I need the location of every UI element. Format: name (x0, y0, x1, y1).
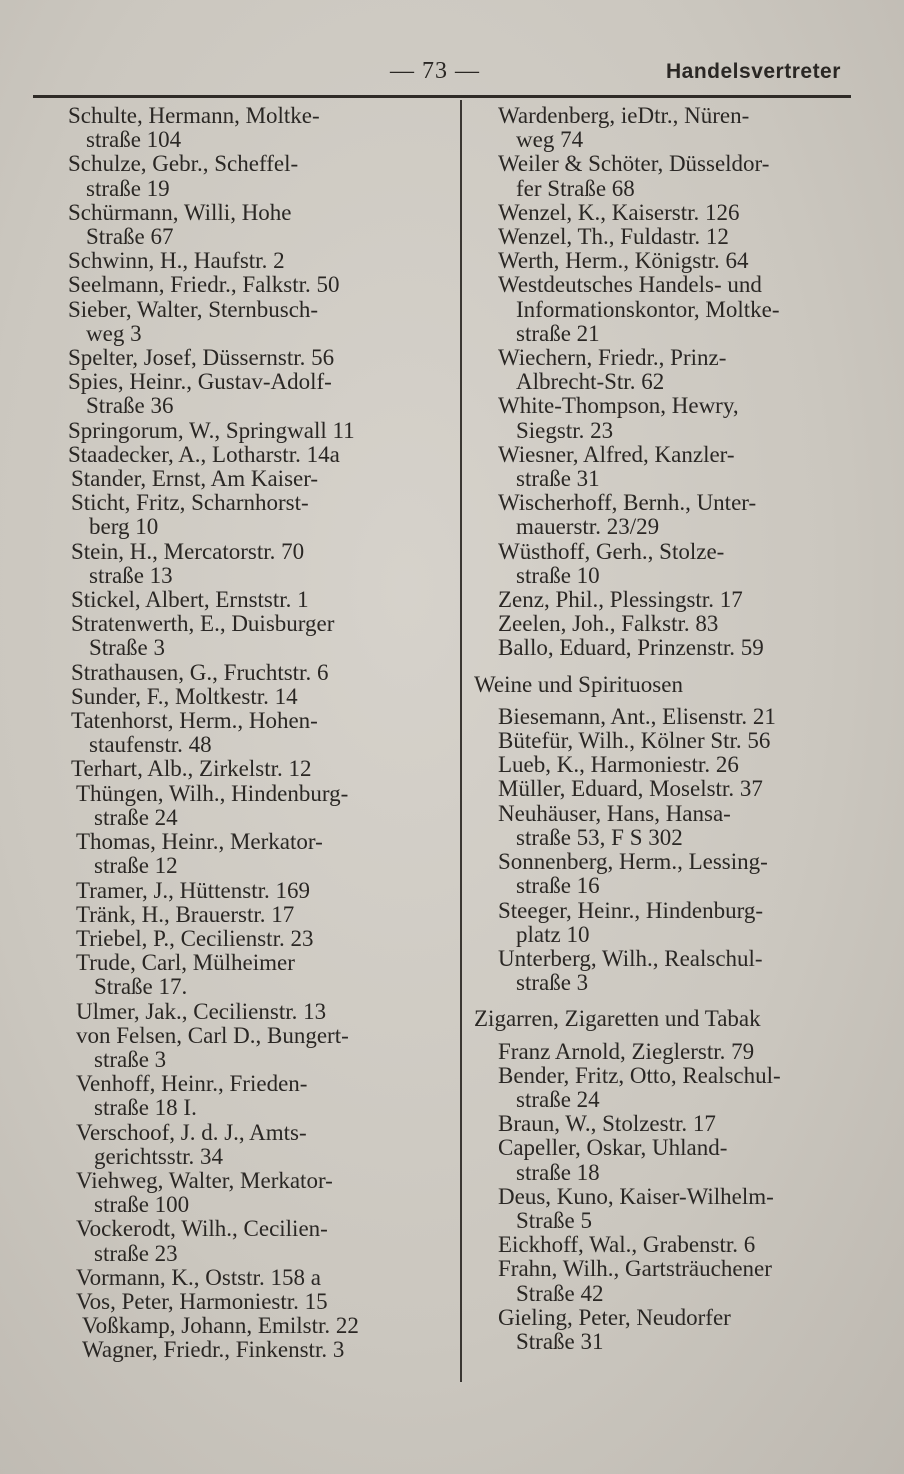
directory-entry (68, 1072, 448, 1120)
directory-entry (68, 879, 448, 903)
entry-name-line: Zenz, Phil., Plessingstr. 17 (498, 587, 743, 613)
entry-name-line: Steeger, Heinr., Hindenburg- (498, 897, 764, 923)
entry-continuation-line: straße 19 (86, 175, 170, 201)
directory-entry (474, 1136, 874, 1184)
entry-continuation-line: straße 104 (86, 127, 182, 153)
entry-name-line: Vormann, K., Oststr. 158 a (76, 1264, 321, 1290)
entry-name-line: Werth, Herm., Königstr. 64 (498, 248, 749, 274)
directory-entry (68, 298, 448, 346)
entry-name-line: Sunder, F., Moltkestr. 14 (71, 683, 298, 709)
entry-name-line: Capeller, Oskar, Uhland- (498, 1135, 728, 1161)
entry-name-line: Wagner, Friedr., Finkenstr. 3 (82, 1337, 345, 1363)
entry-name-line: Venhoff, Heinr., Frieden- (76, 1071, 308, 1097)
entry-name-line: Unterberg, Wilh., Realschul- (498, 945, 763, 971)
entry-name-line: Gieling, Peter, Neudorfer (498, 1304, 731, 1330)
entry-continuation-line: straße 10 (516, 562, 600, 588)
directory-entry (68, 1121, 448, 1169)
entry-continuation-line: Siegstr. 23 (516, 417, 614, 443)
directory-entry (474, 1233, 874, 1257)
entry-continuation-line: straße 18 I. (94, 1095, 197, 1121)
entry-continuation-line: straße 18 (516, 1159, 600, 1185)
entry-name-line: Vockerodt, Wilh., Cecilien- (76, 1216, 328, 1242)
entry-continuation-line: straße 3 (94, 1046, 167, 1072)
directory-entry (68, 152, 448, 200)
directory-entry (474, 1064, 874, 1112)
directory-entry (474, 947, 874, 995)
entry-continuation-line: Straße 36 (86, 393, 174, 419)
entry-continuation-line: straße 13 (89, 562, 173, 588)
entry-continuation-line: berg 10 (89, 514, 159, 540)
directory-entry (68, 1024, 448, 1072)
entry-continuation-line: platz 10 (516, 921, 590, 947)
entry-continuation-line: straße 31 (516, 466, 600, 492)
entry-name-line: Tatenhorst, Herm., Hohen- (71, 708, 318, 734)
directory-entry (68, 588, 448, 612)
entry-name-line: Müller, Eduard, Moselstr. 37 (498, 776, 763, 802)
entry-name-line: Schulte, Hermann, Moltke- (68, 103, 320, 128)
entry-continuation-line: Straße 31 (516, 1328, 604, 1354)
entry-name-line: Stander, Ernst, Am Kaiser- (71, 466, 319, 492)
directory-entry (474, 152, 874, 200)
directory-entry (68, 104, 448, 152)
entry-name-line: Neuhäuser, Hans, Hansa- (498, 800, 731, 826)
directory-entry (474, 777, 874, 801)
entry-name-line: Trude, Carl, Mülheimer (76, 950, 295, 976)
directory-entry (68, 830, 448, 878)
directory-entry (474, 1306, 874, 1354)
directory-entry (68, 249, 448, 273)
entry-name-line: Braun, W., Stolzestr. 17 (498, 1111, 716, 1137)
directory-entry (68, 1217, 448, 1265)
directory-entry (68, 709, 448, 757)
entry-continuation-line: straße 23 (94, 1240, 178, 1266)
directory-entry (474, 588, 874, 612)
entry-name-line: Schwinn, H., Haufstr. 2 (68, 248, 285, 274)
entry-name-line: White-Thompson, Hewry, (498, 393, 739, 419)
entry-name-line: Biesemann, Ant., Elisenstr. 21 (498, 703, 776, 729)
entry-name-line: Viehweg, Walter, Merkator- (76, 1167, 333, 1193)
directory-entry (474, 201, 874, 225)
entry-name-line: Thomas, Heinr., Merkator- (76, 829, 323, 855)
entry-name-line: Eickhoff, Wal., Grabenstr. 6 (498, 1232, 756, 1258)
directory-entry (68, 1338, 448, 1362)
entry-name-line: Wardenberg, ieDtr., Nüren- (498, 103, 750, 128)
entry-name-line: Voßkamp, Johann, Emilstr. 22 (82, 1313, 359, 1339)
entry-name-line: Wiesner, Alfred, Kanzler- (498, 441, 735, 467)
entry-name-line: Terhart, Alb., Zirkelstr. 12 (71, 756, 312, 782)
entry-name-line: Deus, Kuno, Kaiser-Wilhelm- (498, 1183, 774, 1209)
entry-name-line: Strathausen, G., Fruchtstr. 6 (71, 659, 329, 685)
directory-entry (474, 346, 874, 394)
directory-entry (474, 636, 874, 660)
entry-continuation-line: weg 3 (86, 320, 142, 346)
entry-name-line: Zeelen, Joh., Falkstr. 83 (498, 611, 719, 637)
directory-entry (474, 612, 874, 636)
directory-entry (68, 1169, 448, 1217)
entry-name-line: Wischerhoff, Bernh., Unter- (498, 490, 757, 516)
entry-continuation-line: straße 24 (94, 804, 178, 830)
entry-name-line: Franz Arnold, Zieglerstr. 79 (498, 1038, 755, 1064)
directory-entry (68, 661, 448, 685)
entry-continuation-line: Straße 67 (86, 224, 174, 250)
entry-name-line: Wiechern, Friedr., Prinz- (498, 345, 727, 371)
directory-entry (68, 1000, 448, 1024)
directory-entry (474, 540, 874, 588)
entry-name-line: Bender, Fritz, Otto, Realschul- (498, 1062, 781, 1088)
entry-continuation-line: straße 16 (516, 873, 600, 899)
directory-entry (68, 201, 448, 249)
entry-continuation-line: staufenstr. 48 (89, 732, 212, 758)
directory-entry (474, 729, 874, 753)
entry-name-line: Schürmann, Willi, Hohe (68, 199, 292, 225)
entry-continuation-line: Straße 5 (516, 1207, 593, 1233)
entry-name-line: Vos, Peter, Harmoniestr. 15 (76, 1288, 328, 1314)
entry-name-line: Staadecker, A., Lotharstr. 14a (68, 441, 340, 467)
entry-continuation-line: straße 21 (516, 320, 600, 346)
section-title: Handelsvertreter (666, 60, 841, 83)
directory-entry (68, 1290, 448, 1314)
entry-name-line: Schulze, Gebr., Scheffel- (68, 151, 299, 177)
directory-entry (474, 225, 874, 249)
directory-entry (474, 1112, 874, 1136)
entry-name-line: Stickel, Albert, Ernststr. 1 (71, 587, 309, 613)
entry-name-line: Spies, Heinr., Gustav-Adolf- (68, 369, 332, 395)
entry-continuation-line: straße 100 (94, 1192, 190, 1218)
directory-entry (68, 1266, 448, 1290)
entry-name-line: Frahn, Wilh., Gartsträuchener (498, 1256, 772, 1282)
entry-continuation-line: Albrecht-Str. 62 (516, 369, 665, 395)
directory-entry (474, 491, 874, 539)
entry-name-line: Spelter, Josef, Düssernstr. 56 (68, 345, 335, 371)
entry-continuation-line: straße 24 (516, 1086, 600, 1112)
directory-entry (68, 782, 448, 830)
directory-entry (68, 927, 448, 951)
entry-name-line: Bütefür, Wilh., Kölner Str. 56 (498, 728, 771, 754)
directory-entry (68, 1314, 448, 1338)
directory-entry (474, 443, 874, 491)
entry-name-line: Sonnenberg, Herm., Lessing- (498, 849, 768, 875)
entry-name-line: Stratenwerth, E., Duisburger (71, 611, 335, 637)
entry-continuation-line: Straße 17. (94, 974, 188, 1000)
page-header (0, 58, 904, 90)
entry-name-line: Thüngen, Wilh., Hindenburg- (76, 780, 349, 806)
directory-entry (474, 104, 874, 152)
directory-entry (474, 802, 874, 850)
directory-entry (68, 467, 448, 491)
entry-continuation-line: Straße 42 (516, 1280, 604, 1306)
entry-name-line: Springorum, W., Springwall 11 (68, 417, 355, 443)
entry-name-line: Westdeutsches Handels- und (498, 272, 762, 298)
entry-name-line: Seelmann, Friedr., Falkstr. 50 (68, 272, 340, 298)
directory-entry (68, 346, 448, 370)
directory-entry (68, 903, 448, 927)
directory-entry (68, 273, 448, 297)
directory-entry (474, 899, 874, 947)
directory-entry (68, 443, 448, 467)
category-heading: Weine und Spirituosen (474, 671, 683, 697)
entry-name-line: Tramer, J., Hüttenstr. 169 (76, 877, 310, 903)
entry-name-line: Wenzel, Th., Fuldastr. 12 (498, 224, 729, 250)
directory-entry (68, 612, 448, 660)
directory-entry (474, 394, 874, 442)
directory-entry (68, 419, 448, 443)
entry-continuation-line: weg 74 (516, 127, 584, 153)
header-rule (33, 95, 851, 98)
directory-entry (474, 705, 874, 729)
right-column (474, 104, 874, 1354)
directory-entry (68, 757, 448, 781)
entry-continuation-line: gerichtsstr. 34 (94, 1143, 224, 1169)
directory-entry (68, 685, 448, 709)
entry-name-line: Ballo, Eduard, Prinzenstr. 59 (498, 635, 764, 661)
directory-entry (474, 1257, 874, 1305)
entry-name-line: Tränk, H., Brauerstr. 17 (76, 901, 295, 927)
directory-entry (474, 1040, 874, 1064)
entry-name-line: Triebel, P., Cecilienstr. 23 (76, 925, 314, 951)
entry-continuation-line: straße 53, F S 302 (516, 824, 683, 850)
entry-name-line: Wenzel, K., Kaiserstr. 126 (498, 199, 740, 225)
directory-entry (68, 540, 448, 588)
entry-continuation-line: fer Straße 68 (516, 175, 635, 201)
directory-entry (474, 249, 874, 273)
directory-entry (474, 1185, 874, 1233)
entry-name-line: Weiler & Schöter, Düsseldor- (498, 151, 770, 177)
entry-continuation-line: mauerstr. 23/29 (516, 514, 660, 540)
directory-entry (68, 951, 448, 999)
entry-continuation-line: Informationskontor, Moltke- (516, 296, 780, 322)
entry-name-line: Wüsthoff, Gerh., Stolze- (498, 538, 725, 564)
directory-entry (474, 753, 874, 777)
entry-name-line: Sieber, Walter, Sternbusch- (68, 296, 319, 322)
left-column (68, 104, 448, 1363)
entry-continuation-line: Straße 3 (89, 635, 166, 661)
column-divider (460, 100, 462, 1382)
directory-entry (474, 850, 874, 898)
entry-name-line: Stein, H., Mercatorstr. 70 (71, 538, 305, 564)
directory-entry (68, 370, 448, 418)
entry-continuation-line: straße 12 (94, 853, 178, 879)
directory-entry (474, 273, 874, 346)
entry-name-line: von Felsen, Carl D., Bungert- (76, 1022, 349, 1048)
entry-continuation-line: straße 3 (516, 970, 589, 996)
page-number: — 73 — (390, 58, 480, 84)
entry-name-line: Verschoof, J. d. J., Amts- (76, 1119, 307, 1145)
entry-name-line: Lueb, K., Harmoniestr. 26 (498, 752, 739, 778)
category-heading: Zigarren, Zigaretten und Tabak (474, 1006, 761, 1032)
entry-name-line: Sticht, Fritz, Scharnhorst- (71, 490, 309, 516)
directory-entry (68, 491, 448, 539)
entry-name-line: Ulmer, Jak., Cecilienstr. 13 (76, 998, 327, 1024)
